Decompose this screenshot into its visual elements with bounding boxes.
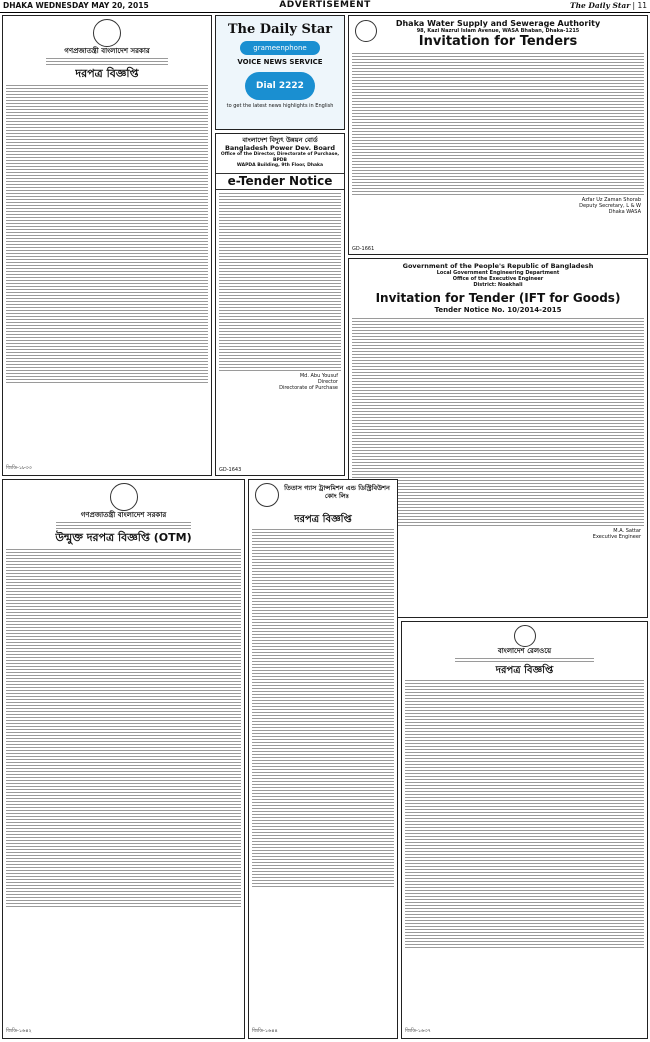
- ad-org: গণপ্রজাতন্ত্রী বাংলাদেশ সরকার: [64, 47, 150, 55]
- ad-bpdb-etender: [215, 133, 345, 476]
- tender-table: [402, 680, 647, 948]
- ad-footer-code: জিডি-১৮৩৩: [6, 465, 32, 471]
- tender-table: [249, 529, 397, 887]
- ad-gov: Government of the People's Republic of Bangladesh: [402, 262, 594, 270]
- page-header: [0, 0, 650, 13]
- dailystar-logo: The Daily Star: [227, 22, 333, 37]
- wasa-logo-icon: [355, 20, 377, 42]
- ad-title: দরপত্র বিজ্ঞপ্তি: [495, 665, 554, 676]
- section-title: ADVERTISEMENT: [279, 0, 371, 10]
- ad-signer: Azfar Uz Zaman Shorab Deputy Secretary, L & W Dhaka WASA: [579, 197, 641, 215]
- tender-notice-number: Tender Notice No. 10/2014-2015: [434, 306, 562, 314]
- service-name: VOICE NEWS SERVICE: [237, 58, 323, 66]
- ad-lged-tender-bangla: [2, 15, 212, 476]
- ad-title: দরপত্র বিজ্ঞপ্তি: [294, 514, 352, 525]
- ad-district: District: Noakhali: [473, 282, 523, 288]
- ad-dailystar-voice-news: [215, 15, 345, 130]
- ad-footer-code: জিডি-১৬৪২: [6, 1028, 32, 1034]
- ad-dhaka-wasa: [348, 15, 648, 255]
- ad-dept: Local Government Engineering Department: [436, 270, 560, 276]
- tender-table: [216, 193, 344, 371]
- ad-org: Dhaka Water Supply and Sewerage Authority: [395, 19, 601, 28]
- service-tagline: to get the latest news highlights in English: [226, 103, 334, 109]
- ad-title: Invitation for Tender (IFT for Goods): [375, 291, 621, 305]
- ad-org-english: Bangladesh Power Dev. Board: [224, 144, 336, 152]
- edition-date: DHAKA WEDNESDAY MAY 20, 2015: [3, 1, 149, 10]
- ad-office: Office of the Director, Directorate of Purchase, BPDB: [220, 152, 340, 163]
- ad-police-otm: [2, 479, 245, 1039]
- ad-signer: M.A. Sattar Executive Engineer: [592, 528, 641, 540]
- ad-footer-code: জিডি-১৬৪৪: [252, 1028, 278, 1034]
- ad-footer-code: জিডি-১৬৩৭: [405, 1028, 431, 1034]
- ad-title: দরপত্র বিজ্ঞপ্তি: [75, 67, 139, 80]
- tender-table: [3, 85, 211, 383]
- ad-title: e-Tender Notice: [216, 173, 344, 190]
- ad-address: WAPDA Building, 9th Floor, Dhaka: [236, 163, 324, 168]
- ad-footer-code: GD-1661: [352, 246, 375, 252]
- ad-org: তিতাস গ্যাস ট্রান্সমিশন এন্ড ডিস্ট্রিবিউশন কোং লিঃ: [284, 484, 390, 500]
- ad-signer: Md. Abu Yousuf Director Directorate of Purchase: [279, 372, 338, 391]
- tender-table: [349, 53, 647, 195]
- railway-logo-icon: [514, 625, 536, 647]
- ad-org-bangla: বাংলাদেশ বিদ্যুৎ উন্নয়ন বোর্ড: [242, 136, 318, 144]
- dial-code: Dial 2222: [245, 72, 315, 100]
- ad-office: Office of the Executive Engineer: [452, 276, 544, 282]
- government-seal: [110, 483, 138, 511]
- ad-title: Invitation for Tenders: [418, 34, 578, 49]
- government-seal: [93, 19, 121, 47]
- ad-bangladesh-railway: [401, 621, 648, 1039]
- ad-address: 98, Kazi Nazrul Islam Avenue, WASA Bhaban, Dhaka-1215: [416, 28, 580, 34]
- ad-org: গণপ্রজাতন্ত্রী বাংলাদেশ সরকার: [80, 511, 167, 519]
- ad-footer-code: GD-1643: [219, 467, 242, 473]
- paper-name-page: The Daily Star | 11: [570, 1, 647, 10]
- ad-titas-gas: [248, 479, 398, 1039]
- ad-title: উন্মুক্ত দরপত্র বিজ্ঞপ্তি (OTM): [55, 531, 192, 544]
- titas-logo-icon: [255, 483, 279, 507]
- tender-table: [3, 549, 244, 907]
- ad-org: বাংলাদেশ রেলওয়ে: [497, 647, 552, 655]
- partner-logo: grameenphone: [240, 41, 320, 55]
